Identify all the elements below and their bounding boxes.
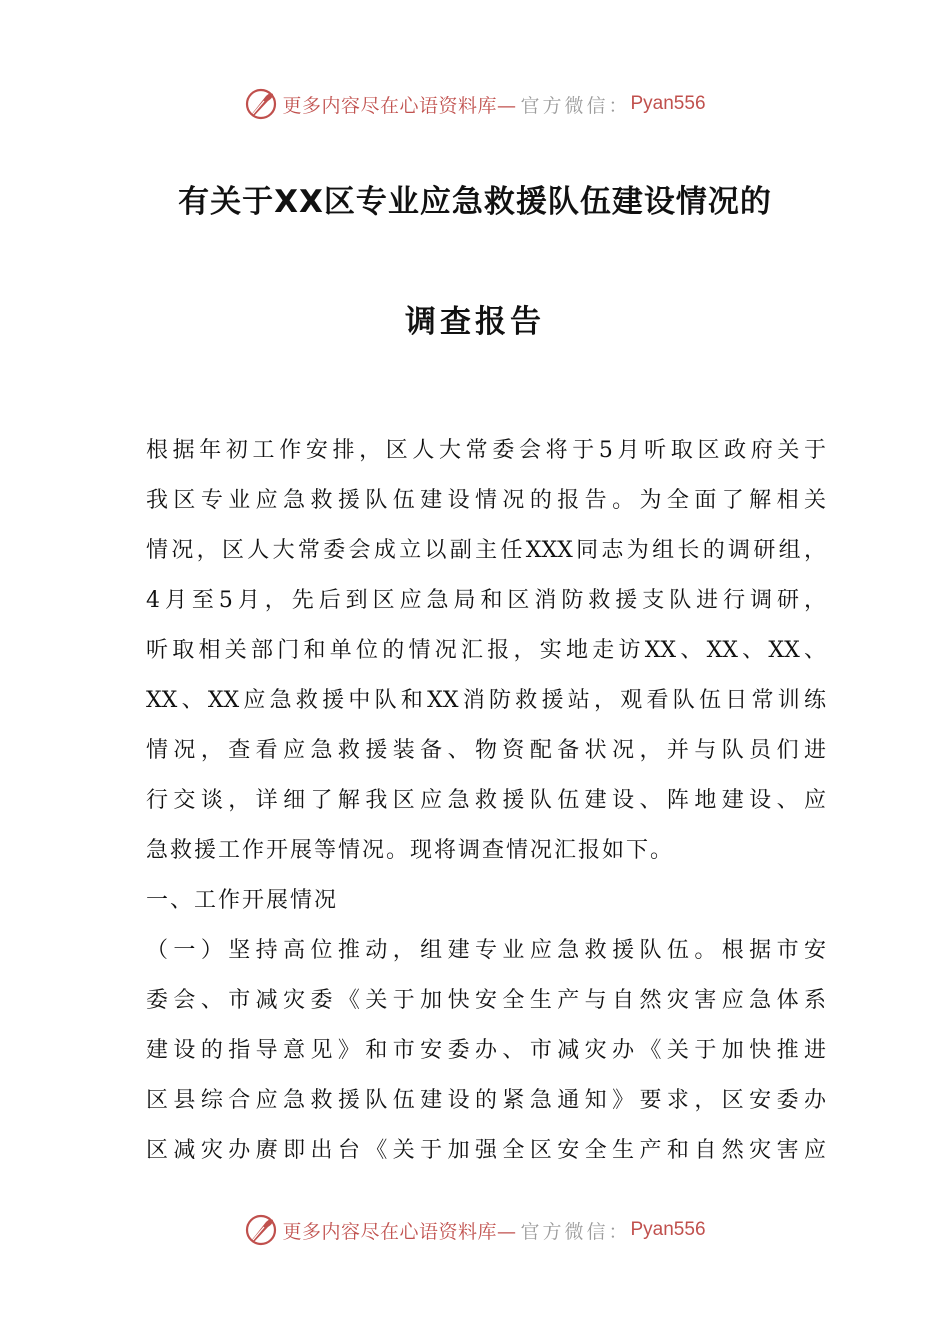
body-line: 委会、市减灾委《关于加快安全生产与自然灾害应急体系 bbox=[146, 988, 826, 1013]
body-line: 情况，区人大常委会成立以副主任XXX同志为组长的调研组， bbox=[146, 538, 826, 563]
watermark-label: 官方微信： bbox=[520, 94, 631, 117]
watermark-text: 更多内容尽在心语资料库— bbox=[282, 94, 517, 117]
body-line: 行交谈，详细了解我区应急救援队伍建设、阵地建设、应 bbox=[146, 788, 826, 813]
body-line: 我区专业应急救援队伍建设情况的报告。为全面了解相关 bbox=[146, 488, 826, 513]
quill-pen-logo-icon bbox=[244, 87, 278, 121]
body-line: 区县综合应急救援队伍建设的紧急通知》要求，区安委办 bbox=[146, 1088, 826, 1113]
body-line: 情况，查看应急救援装备、物资配备状况，并与队员们进 bbox=[146, 738, 826, 763]
watermark-banner-top bbox=[0, 84, 950, 124]
body-line: 建设的指导意见》和市安委办、市减灾办《关于加快推进 bbox=[146, 1038, 826, 1063]
quill-pen-logo-icon bbox=[244, 1213, 278, 1247]
body-line: 区减灾办赓即出台《关于加强全区安全生产和自然灾害应 bbox=[146, 1138, 826, 1163]
section-heading: 一、工作开展情况 bbox=[146, 888, 339, 913]
document-title-line-1: 有关于XX区专业应急救援队伍建设情况的 bbox=[178, 184, 772, 220]
document-title-line-2: 调查报告 bbox=[405, 304, 545, 340]
watermark-label: 官方微信： bbox=[520, 1220, 631, 1243]
body-line: 听取相关部门和单位的情况汇报，实地走访XX、XX、XX、 bbox=[146, 638, 826, 663]
watermark-banner-bottom bbox=[0, 1210, 950, 1250]
body-line: 急救援工作开展等情况。现将调查情况汇报如下。 bbox=[146, 838, 675, 863]
body-line: XX、XX应急救援中队和XX消防救援站，观看队伍日常训练 bbox=[146, 688, 826, 713]
watermark-text: 更多内容尽在心语资料库— bbox=[282, 1220, 517, 1243]
body-line: 4月至5月，先后到区应急局和区消防救援支队进行调研， bbox=[146, 588, 826, 613]
document-body bbox=[146, 426, 826, 1176]
body-line: 根据年初工作安排，区人大常委会将于5月听取区政府关于 bbox=[146, 438, 826, 463]
body-line: （一）坚持高位推动，组建专业应急救援队伍。根据市安 bbox=[146, 938, 826, 963]
watermark-wechat-id: Pyan556 bbox=[630, 1219, 706, 1240]
watermark-wechat-id: Pyan556 bbox=[630, 93, 706, 114]
